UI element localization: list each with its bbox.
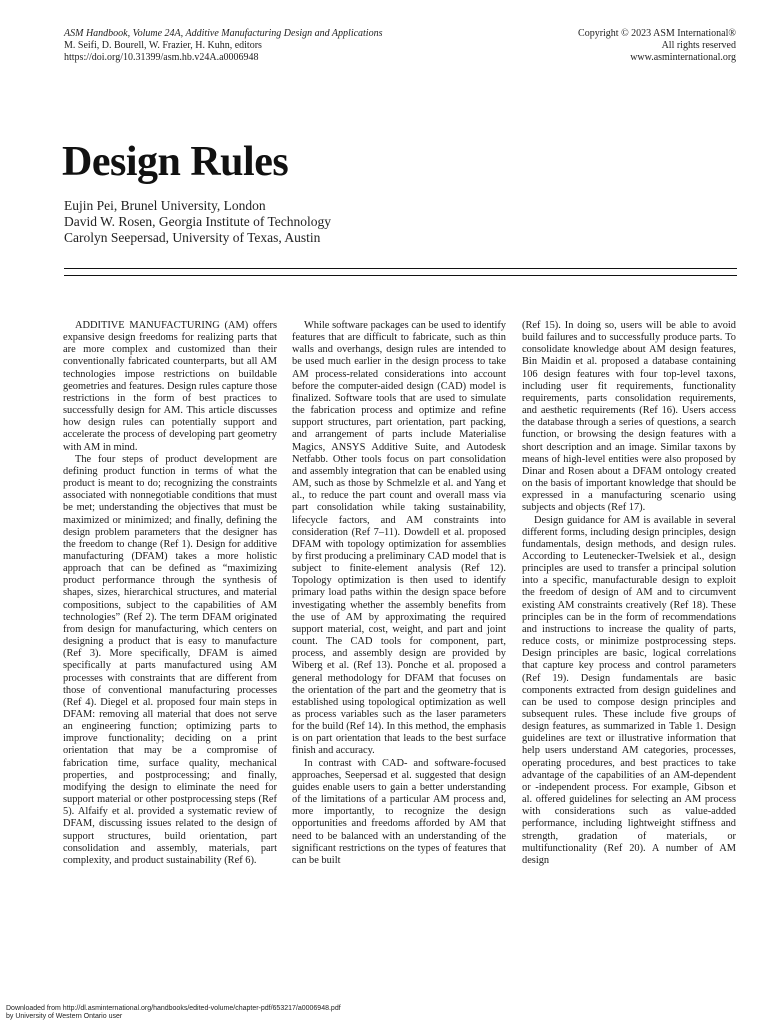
running-header-left (64, 28, 382, 64)
body-paragraph: While software packages can be used to identify features that are difficult to fabricate, such as thin walls and overhangs, design rules are intended to be used much earlier in the design process to take AM process-related considerations into account before the computer-aided design (CAD) model is finalized. Software tools that are used to simulate the fabrication process and optimize and refine support structures, part orientation, part packing, and arrangement of parts include Materialise Magics, ANSYS Additive Suite, and Autodesk Netfabb. Other tools focus on part consolidation and assembly integration that can be enabled using AM, such as those by Schmelzle et al. and Yang et al., to reduce the part count and overall mass via part consolidation while taking sustainability, lifecycle factors, and AM constraints into consideration (Ref 7–11). Dowdell et al. proposed DFAM with topology optimization for assemblies by first producing a preliminary CAD model that is subject to finite-element analysis (Ref 12). Topology optimization is then used to identify primary load paths within the design space before investigating whether the assembly benefits from the use of AM by approximating the required support material, cost, weight, and part and joint count. The CAD tools for component, part, process, and assembly design are provided by Wiberg et al. (Ref 13). Ponche et al. proposed a general methodology for DFAM that focuses on the orientation of the part and the geometry that is established using topological optimization as well as process variables such as the laser parameters for the build (Ref 14). In this method, the emphasis is on part orientation that leads to the best surface finish and accuracy. (292, 320, 506, 757)
body-paragraph-continued: (Ref 15). In doing so, users will be able to avoid build failures and to successfully produce parts. To consolidate knowledge about AM design features, Bin Maidin et al. proposed a database containing 106 design features with four top-level taxons, including user fit requirements, functionality requirements, parts consolidation requirements, and aesthetic requirements (Ref 16). Users access the database through a series of questions, a search function, or browsing the design features with a short description and an image. Similar taxons by means of high-level entities were also proposed by Dinar and Rosen about a DFAM ontology created on the basis of important knowledge that should be expressed in a manufacturing scenario using subjects and objects (Ref 17). (522, 320, 736, 514)
author-line: Carolyn Seepersad, University of Texas, Austin (64, 230, 321, 245)
body-column-2 (292, 320, 506, 867)
header-website-link[interactable]: www.asminternational.org (630, 52, 736, 63)
author-line: Eujin Pei, Brunel University, London (64, 198, 266, 213)
download-footer (6, 1005, 341, 1021)
footer-download-link[interactable]: Downloaded from http://dl.asminternational.org/handbooks/edited-volume/chapter-pdf/653217/a0006948.pdf (6, 1005, 341, 1012)
body-paragraph: The four steps of product development are defining product function in terms of what the product is meant to do; recognizing the constraints associated with nonnegotiable conditions that must be met; understanding the objectives that must be maximized or minimized; and finally, defining the design problem parameters that the designer has the freedom to change (Ref 1). Design for additive manufacturing (DFAM) takes a more holistic approach that can be defined as “maximizing product performance through the synthesis of shapes, sizes, hierarchical structures, and material compositions, subject to the capabilities of AM technologies” (Ref 2). The term DFAM originated from design for manufacturing, which centers on designing a product that is easy to manufacture (Ref 3). More specifically, DFAM is aimed specifically at parts manufactured using AM processes with constraints that are different from those of conventional manufacturing processes (Ref 4). Diegel et al. proposed four main steps in DFAM: removing all material that does not serve an engineering function; optimizing parts to improve functionality; deciding on a print orientation that may be a compromise of fabrication time, surface quality, mechanical properties, and postprocessing; and finally, modifying the design to eliminate the need for support material or other postprocessing steps (Ref 5). Alfaify et al. provided a systematic review of DFAM, discussing issues related to the design of support structures, build orientation, part consolidation and assembly, materials, part complexity, and product sustainability (Ref 6). (63, 453, 277, 866)
body-paragraph: Design guidance for AM is available in several different forms, including design principles, design fundamentals, design methods, and design rules. According to Leutenecker-Twelsiek et al., design principles are used to transfer a principal solution into a specific, manufacturable design to exploit the freedom of design of AM and to circumvent existing AM constraints creatively (Ref 18). These principles can be in the form of recommendations and instructions to increase the quality of parts, reduce costs, or minimize postprocessing steps. Design principles are basic, logical correlations that capture key process and control parameters (Ref 19). Design fundamentals are basic components extracted from design guidelines and can be used to compose design principles and subsequent rules. These include five groups of design features, as summarized in Table 1. Design guidelines are text or illustrative information that help users understand AM categories, processes, operating procedures, and best practices to take advantage of the capabilities of an AM-dependent or -independent process. For example, Gibson et al. offered guidelines for selecting an AM process with considerations such as value-added performance, including lightweight stiffness and strength, gradation of materials, or multifunctionality (Ref 20). A number of AM design (522, 514, 736, 866)
body-paragraph: In contrast with CAD- and software-focused approaches, Seepersad et al. suggested that design guides enable users to gain a better understanding of the limitations of a particular AM process and, more importantly, to recognize the design opportunities and freedoms afforded by AM that need to be balanced with an understanding of the significant restrictions on the types of features that can be built (292, 757, 506, 866)
header-doi-link[interactable]: https://doi.org/10.31399/asm.hb.v24A.a0006948 (64, 52, 259, 63)
title-divider-top (64, 268, 737, 269)
body-paragraph: ADDITIVE MANUFACTURING (AM) offers expansive design freedoms for realizing parts that are more complex and customized than their conventionally fabricated counterparts, but all AM technologies impose restrictions on buildable geometries and features. Design rules capture those restrictions in the form of best practices to successfully design for AM. This article discusses how design rules can potentially support and accelerate the process of developing part geometry with AM in mind. (63, 320, 277, 453)
header-copyright: Copyright © 2023 ASM International® (578, 28, 736, 39)
author-line: David W. Rosen, Georgia Institute of Technology (64, 214, 332, 229)
header-volume-line: ASM Handbook, Volume 24A, Additive Manufacturing Design and Applications (64, 28, 383, 39)
article-title: Design Rules (62, 139, 289, 185)
title-divider-bottom (64, 275, 737, 276)
body-column-3 (522, 320, 736, 867)
body-column-1 (63, 320, 277, 867)
header-rights: All rights reserved (661, 40, 736, 51)
author-list (64, 198, 331, 246)
running-header-right (578, 28, 736, 64)
header-editors-line: M. Seifi, D. Bourell, W. Frazier, H. Kuhn, editors (64, 40, 262, 51)
footer-user-line: by University of Western Ontario user (6, 1013, 123, 1020)
